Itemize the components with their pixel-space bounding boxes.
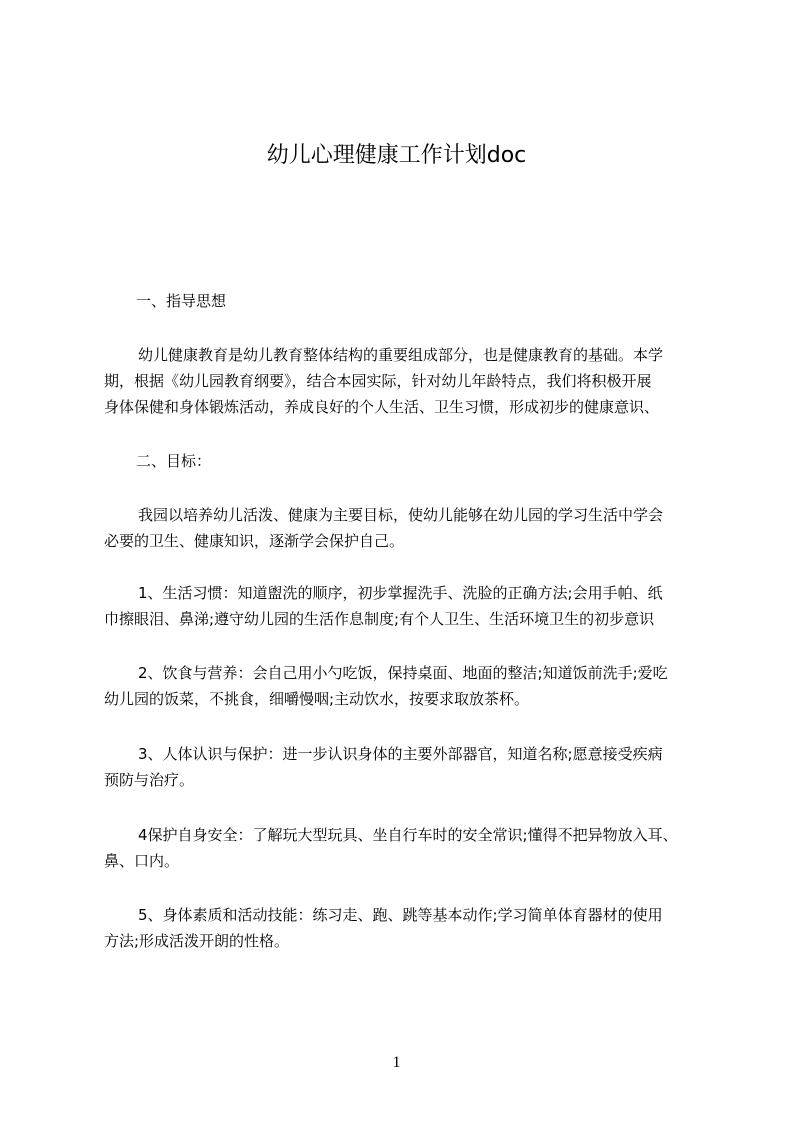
paragraph-line: 1、生活习惯：知道盥洗的顺序，初步掌握洗手、洗脸的正确方法;会用手帕、纸 bbox=[138, 584, 663, 602]
page-number: 1 bbox=[392, 1054, 401, 1071]
document-title: 幼儿心理健康工作计划doc bbox=[266, 143, 527, 168]
paragraph-line: 4保护自身安全：了解玩大型玩具、坐自行车时的安全常识;懂得不把异物放入耳、 bbox=[138, 826, 678, 844]
paragraph-line: 我园以培养幼儿活泼、健康为主要目标，使幼儿能够在幼儿园的学习生活中学会 bbox=[138, 506, 664, 524]
paragraph-line: 巾擦眼泪、鼻涕;遵守幼儿园的生活作息制度;有个人卫生、生活环境卫生的初步意识 bbox=[104, 610, 655, 628]
paragraph-line: 鼻、口内。 bbox=[104, 852, 180, 870]
goal-item-self-safety bbox=[104, 822, 704, 874]
paragraph-line: 2、饮食与营养：会自己用小勺吃饭，保持桌面、地面的整洁;知道饭前洗手;爱吃 bbox=[138, 664, 668, 682]
paragraph-line: 预防与治疗。 bbox=[104, 771, 195, 789]
paragraph-line: 幼儿健康教育是幼儿教育整体结构的重要组成部分，也是健康教育的基础。本学 bbox=[138, 346, 664, 364]
section-heading-guiding-thought: 一、指导思想 bbox=[136, 292, 227, 310]
goal-item-physical-skills bbox=[104, 902, 704, 954]
goal-item-body-awareness bbox=[104, 741, 704, 793]
paragraph-line: 幼儿园的饭菜，不挑食，细嚼慢咽;主动饮水，按要求取放茶杯。 bbox=[104, 690, 530, 708]
goal-item-living-habits bbox=[104, 580, 704, 632]
paragraph-line: 期，根据《幼儿园教育纲要》，结合本园实际，针对幼儿年龄特点，我们将积极开展 bbox=[104, 372, 652, 390]
paragraph-goals-intro bbox=[104, 502, 704, 554]
goal-item-diet-nutrition bbox=[104, 660, 704, 712]
paragraph-line: 3、人体认识与保护：进一步认识身体的主要外部器官，知道名称;愿意接受疾病 bbox=[138, 745, 663, 763]
paragraph-line: 必要的卫生、健康知识，逐渐学会保护自己。 bbox=[104, 532, 405, 550]
paragraph-line: 方法;形成活泼开朗的性格。 bbox=[104, 932, 290, 950]
section-heading-goals: 二、目标： bbox=[136, 452, 212, 470]
paragraph-guiding-thought bbox=[104, 342, 704, 420]
paragraph-line: 身体保健和身体锻炼活动，养成良好的个人生活、卫生习惯，形成初步的健康意识、 bbox=[104, 398, 660, 416]
paragraph-line: 5、身体素质和活动技能：练习走、跑、跳等基本动作;学习简单体育器材的使用 bbox=[138, 906, 663, 924]
